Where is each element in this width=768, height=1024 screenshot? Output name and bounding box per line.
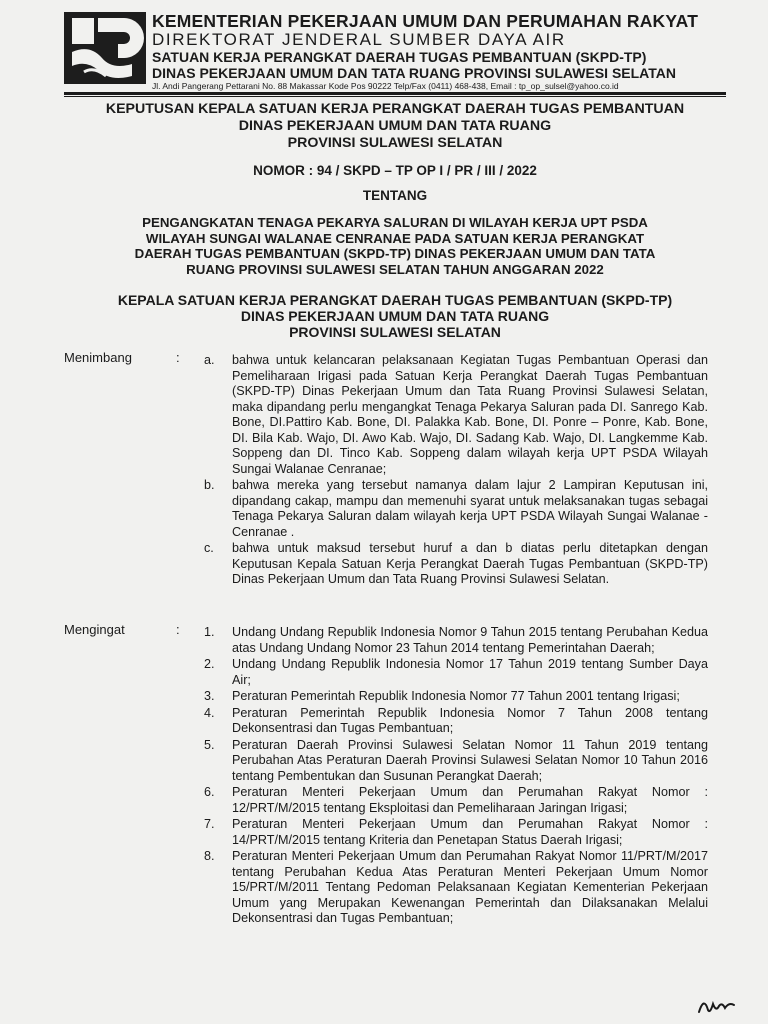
menimbang-colon: : <box>176 350 180 365</box>
menimbang-list <box>204 353 708 589</box>
decree-tentang: TENTANG <box>362 188 428 203</box>
letterhead-rule-thin <box>64 96 726 97</box>
mengingat-label: Mengingat <box>64 622 125 637</box>
list-item <box>204 478 708 540</box>
list-item <box>204 849 708 927</box>
list-marker: 8. <box>204 849 215 863</box>
list-marker: 3. <box>204 689 215 703</box>
list-marker: c. <box>204 541 214 555</box>
menimbang-label: Menimbang <box>64 350 132 365</box>
list-item-text: bahwa untuk kelancaran pelaksanaan Kegiatan Tugas Pembantuan Operasi dan Pemeliharaan Irigasi pada Satuan Kerja Perangkat Daerah Tugas Pembantuan (SKPD-TP) Dinas Pekerjaan Umum dan Tata Ruang Provinsi Sulawesi Selatan, maka dipandang perlu mengangkat Tenaga Pekarya Saluran pada DI. Sanrego Kab. Bone, DI.Pattiro Kab. Bone, DI. Palakka Kab. Bone, DI. Ponre – Ponre, Kab. Bone, DI. Bila Kab. Wajo, DI. Awo Kab. Wajo, DI. Sadang Kab. Wajo, DI. Langkemme Kab. Soppeng dan DI. Tinco Kab. Soppeng dalam wilayah kerja UPT PSDA Wilayah Sungai Walanae Cenranae; <box>232 353 708 476</box>
list-item <box>204 706 708 737</box>
letterhead-rule-thick <box>64 92 726 95</box>
list-item-text: Undang Undang Republik Indonesia Nomor 9 Tahun 2015 tentang Perubahan Kedua atas Undang Undang Nomor 23 Tahun 2014 tentang Pemerintahan Daerah; <box>232 625 708 655</box>
list-item <box>204 353 708 477</box>
list-item-text: Peraturan Menteri Pekerjaan Umum dan Perumahan Rakyat Nomor 11/PRT/M/2017 tentang Perubahan Kedua Atas Peraturan Menteri Pekerjaan Umum Nomor 15/PRT/M/2011 Tentang Pedoman Pelaksanaan Kegiatan Kementerian Pekerjaan Umum yang Merupakan Kewenangan Pemerintah dan Dilaksanakan Melalui Dekonsentrasi dan Tugas Pembantuan; <box>232 849 708 925</box>
list-marker: b. <box>204 478 215 492</box>
list-item-text: Peraturan Daerah Provinsi Sulawesi Selatan Nomor 11 Tahun 2019 tentang Perubahan Atas Peraturan Daerah Provinsi Sulawesi Selatan Nomor 10 Tahun 2016 tentang Pembentukan dan Susunan Perangkat Daerah; <box>232 737 708 783</box>
decree-number: NOMOR : 94 / SKPD – TP OP I / PR / III / 2022 <box>253 163 537 178</box>
list-item-text: Peraturan Menteri Pekerjaan Umum dan Perumahan Rakyat Nomor : 14/PRT/M/2015 tentang Kriteria dan Penetapan Status Daerah Irigasi; <box>232 817 708 847</box>
decree-official-line: DINAS PEKERJAAN UMUM DAN TATA RUANG <box>240 308 550 324</box>
handwritten-initials-icon <box>696 994 742 1016</box>
letterhead-agency: DINAS PEKERJAAN UMUM DAN TATA RUANG PROVINSI SULAWESI SELATAN <box>152 65 676 81</box>
decree-subject-line: WILAYAH SUNGAI WALANAE CENRANAE PADA SATUAN KERJA PERANGKAT <box>145 230 645 246</box>
list-item <box>204 785 708 816</box>
decree-title-line: PROVINSI SULAWESI SELATAN <box>287 135 503 151</box>
list-marker: 7. <box>204 817 215 831</box>
decree-title-line: DINAS PEKERJAAN UMUM DAN TATA RUANG <box>238 118 552 134</box>
list-item <box>204 817 708 848</box>
decree-title-line: KEPUTUSAN KEPALA SATUAN KERJA PERANGKAT DAERAH TUGAS PEMBANTUAN <box>105 101 685 117</box>
mengingat-colon: : <box>176 622 180 637</box>
list-item-text: Peraturan Menteri Pekerjaan Umum dan Perumahan Rakyat Nomor : 12/PRT/M/2015 tentang Eksploitasi dan Pemeliharaan Jaringan Irigasi; <box>232 785 708 815</box>
decree-subject <box>60 215 730 277</box>
mengingat-list <box>204 625 708 928</box>
list-marker: a. <box>204 353 215 367</box>
list-item-text: Peraturan Pemerintah Republik Indonesia Nomor 7 Tahun 2008 tentang Dekonsentrasi dan Tugas Pembantuan; <box>232 705 708 735</box>
list-item-text: Peraturan Pemerintah Republik Indonesia Nomor 77 Tahun 2001 tentang Irigasi; <box>232 689 680 703</box>
list-marker: 5. <box>204 737 215 752</box>
list-marker: 2. <box>204 657 215 671</box>
letterhead-ministry: KEMENTERIAN PEKERJAAN UMUM DAN PERUMAHAN RAKYAT <box>152 11 699 31</box>
decree-subject-line: DAERAH TUGAS PEMBANTUAN (SKPD-TP) DINAS PEKERJAAN UMUM DAN TATA <box>134 246 656 261</box>
letterhead-address: Jl. Andi Pangerang Pettarani No. 88 Makassar Kode Pos 90222 Telp/Fax (0411) 468-438, Email : tp_op_sulsel@yahoo.co.id <box>152 81 619 91</box>
decree-title <box>60 101 730 152</box>
list-item-text: Undang Undang Republik Indonesia Nomor 17 Tahun 2019 tentang Sumber Daya Air; <box>232 657 708 687</box>
list-marker: 4. <box>204 705 215 720</box>
decree-official-line: PROVINSI SULAWESI SELATAN <box>289 324 501 340</box>
letterhead-work-unit: SATUAN KERJA PERANGKAT DAERAH TUGAS PEMBANTUAN (SKPD-TP) <box>152 49 647 65</box>
list-item <box>204 738 708 785</box>
decree-official-line: KEPALA SATUAN KERJA PERANGKAT DAERAH TUGAS PEMBANTUAN (SKPD-TP) <box>117 292 673 308</box>
list-item <box>204 689 708 705</box>
list-marker: 6. <box>204 785 215 799</box>
letterhead <box>152 12 724 91</box>
list-item-text: bahwa untuk maksud tersebut huruf a dan b diatas perlu ditetapkan dengan Keputusan Kepala Satuan Kerja Perangkat Daerah Tugas Pembantuan (SKPD-TP) Dinas Pekerjaan Umum dan Tata Ruang Provinsi Sulawesi Selatan. <box>232 541 708 586</box>
letterhead-directorate: DIREKTORAT JENDERAL SUMBER DAYA AIR <box>152 30 566 49</box>
list-item <box>204 657 708 688</box>
list-item <box>204 541 708 588</box>
decree-subject-line: RUANG PROVINSI SULAWESI SELATAN TAHUN ANGGARAN 2022 <box>186 261 604 277</box>
list-marker: 1. <box>204 625 215 639</box>
decree-official <box>60 292 730 340</box>
pupr-ministry-logo-icon <box>64 12 146 84</box>
list-item-text: bahwa mereka yang tersebut namanya dalam lajur 2 Lampiran Keputusan ini, dipandang cakap, mampu dan memenuhi syarat untuk melaksanakan tugas sebagai Tenaga Pekarya Saluran dalam wilayah kerja UPT PSDA Wilayah Sungai Walanae - Cenranae . <box>232 478 708 539</box>
list-item <box>204 625 708 656</box>
decree-subject-line: PENGANGKATAN TENAGA PEKARYA SALURAN DI WILAYAH KERJA UPT PSDA <box>142 215 648 230</box>
